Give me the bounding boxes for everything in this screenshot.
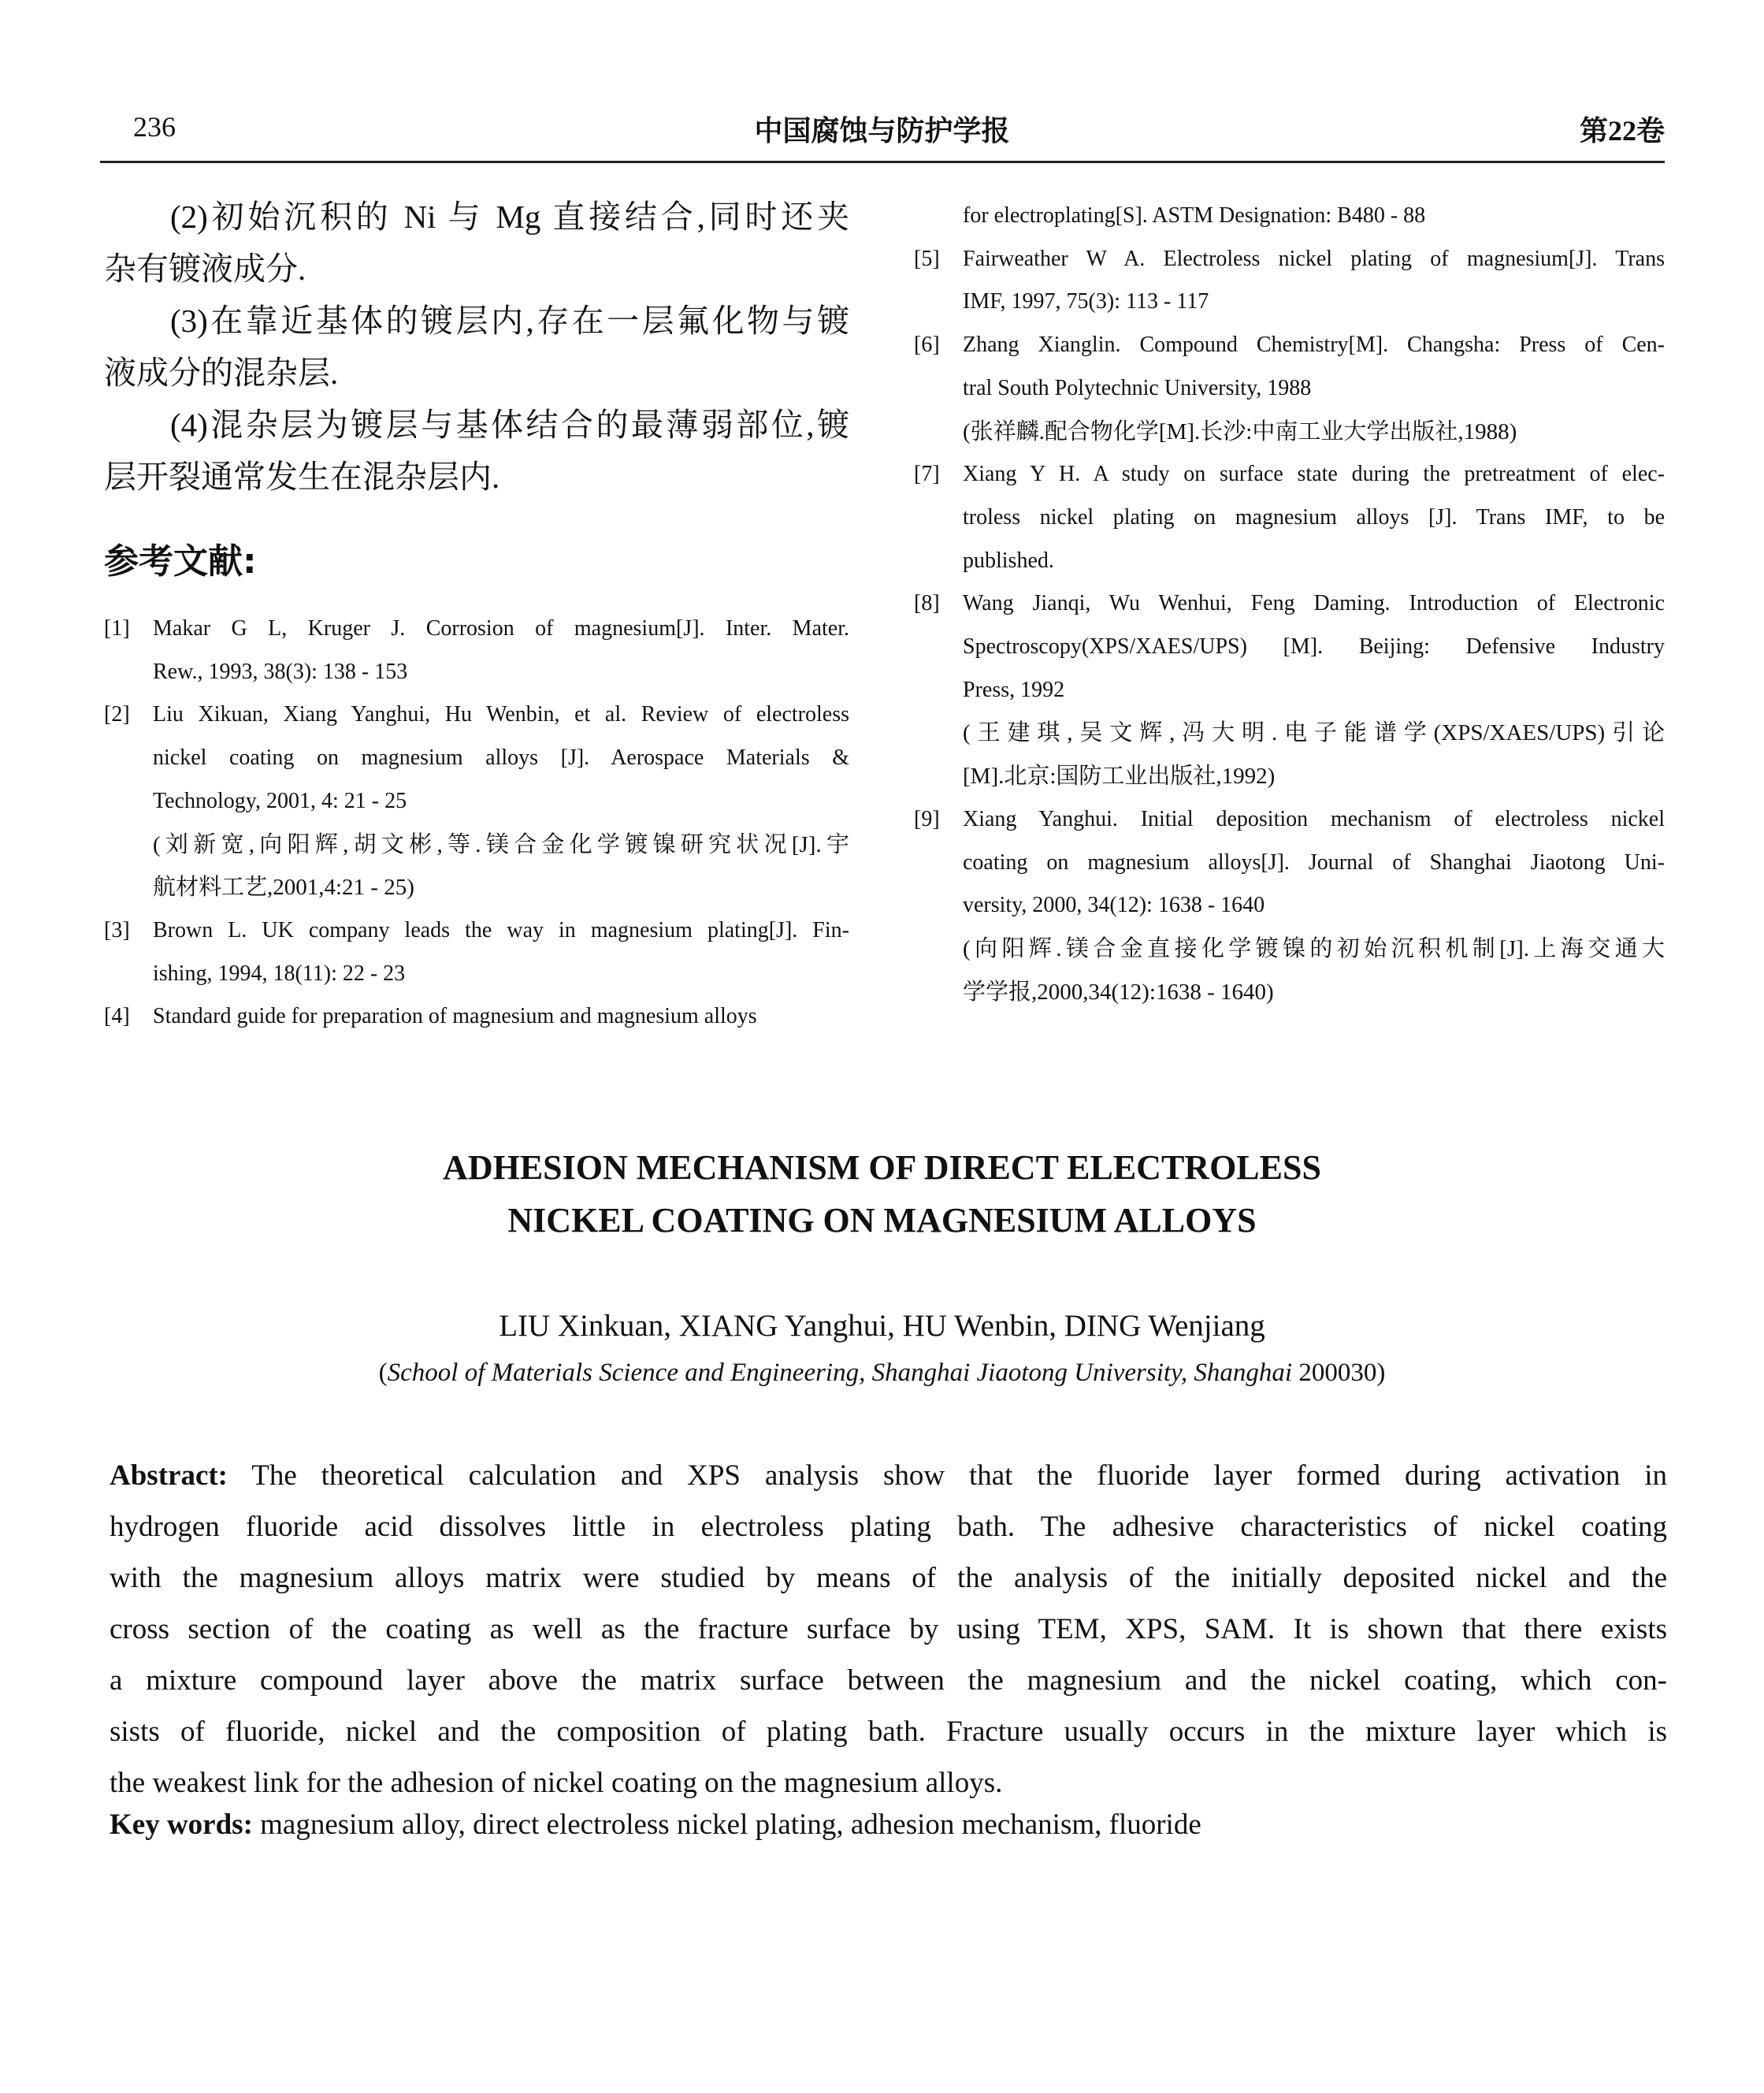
reference-line: tral South Polytechnic University, 1988 bbox=[963, 375, 1312, 400]
reference-number: [1] bbox=[104, 616, 130, 641]
reference-line: for electroplating[S]. ASTM Designation: B480 - 88 bbox=[963, 203, 1426, 228]
reference-line: (张祥麟.配合物化学[M].长沙:中南工业大学出版社,1988) bbox=[963, 418, 1517, 444]
reference-line: Brown L. UK company leads the way in magnesium plating[J]. Fin- bbox=[153, 917, 849, 942]
abstract-line bbox=[110, 1501, 1667, 1552]
header-rule bbox=[100, 161, 1665, 163]
conclusion-line: (2)初始沉积的 Ni 与 Mg 直接结合,同时还夹 bbox=[170, 199, 849, 235]
authors: LIU Xinkuan, XIANG Yanghui, HU Wenbin, DING Wenjiang bbox=[499, 1309, 1265, 1343]
reference-item bbox=[104, 608, 849, 693]
abstract-text: hydrogen fluoride acid dissolves little in electroless plating bath. The adhesive characteristics of nickel coating bbox=[110, 1511, 1667, 1543]
abstract-line bbox=[110, 1552, 1667, 1604]
reference-item bbox=[104, 909, 849, 995]
abstract-text: with the magnesium alloys matrix were studied by means of the analysis of the initially deposited nickel and the bbox=[110, 1562, 1667, 1594]
abstract-text: The theoretical calculation and XPS analysis show that the fluoride layer formed during activation in bbox=[228, 1459, 1667, 1492]
reference-line: Press, 1992 bbox=[963, 677, 1065, 702]
conclusion-line: (4)混杂层为镀层与基体结合的最薄弱部位,镀 bbox=[170, 407, 849, 443]
reference-number: [3] bbox=[104, 917, 130, 942]
keywords-label: Key words: bbox=[110, 1809, 253, 1841]
reference-line: (向阳辉.镁合金直接化学镀镍的初始沉积机制[J].上海交通大 bbox=[963, 935, 1665, 961]
conclusion-line: 杂有镀液成分. bbox=[104, 251, 306, 287]
volume-label: 第22卷 bbox=[1579, 115, 1665, 147]
keywords-text: magnesium alloy, direct electroless nickel plating, adhesion mechanism, fluoride bbox=[252, 1809, 1201, 1841]
abstract-line bbox=[110, 1706, 1667, 1757]
journal-title: 中国腐蚀与防护学报 bbox=[754, 115, 1010, 147]
reference-line: versity, 2000, 34(12): 1638 - 1640 bbox=[963, 893, 1265, 918]
reference-item bbox=[914, 453, 1665, 582]
reference-line: 航材料工艺,2001,4:21 - 25) bbox=[153, 875, 414, 901]
reference-line: Makar G L, Kruger J. Corrosion of magnesium[J]. Inter. Mater. bbox=[153, 616, 849, 641]
reference-line: Standard guide for preparation of magnesium and magnesium alloys bbox=[153, 1004, 757, 1029]
references-heading: 参考文献: bbox=[104, 541, 257, 582]
reference-line: nickel coating on magnesium alloys [J]. Aerospace Materials & bbox=[153, 745, 849, 771]
abstract bbox=[110, 1450, 1667, 1809]
reference-line: IMF, 1997, 75(3): 113 - 117 bbox=[963, 289, 1209, 314]
reference-line: Liu Xikuan, Xiang Yanghui, Hu Wenbin, et al. Review of electroless bbox=[153, 702, 849, 727]
conclusion-line: 液成分的混杂层. bbox=[104, 355, 339, 391]
reference-item bbox=[914, 324, 1665, 453]
reference-line: 学学报,2000,34(12):1638 - 1640) bbox=[963, 979, 1274, 1005]
reference-number: [4] bbox=[104, 1004, 130, 1029]
reference-item bbox=[914, 582, 1665, 798]
reference-line: Rew., 1993, 38(3): 138 - 153 bbox=[153, 659, 408, 684]
abstract-text: the weakest link for the adhesion of nickel coating on the magnesium alloys. bbox=[110, 1767, 1003, 1799]
abstract-label: Abstract: bbox=[110, 1459, 228, 1492]
reference-line: Fairweather W A. Electroless nickel plating of magnesium[J]. Trans bbox=[963, 246, 1665, 271]
reference-line: Wang Jianqi, Wu Wenhui, Feng Daming. Introduction of Electronic bbox=[963, 591, 1665, 616]
conclusion-line: (3)在靠近基体的镀层内,存在一层氟化物与镀 bbox=[170, 303, 849, 339]
reference-line: Zhang Xianglin. Compound Chemistry[M]. Changsha: Press of Cen- bbox=[963, 333, 1665, 358]
affiliation-zip: 200030) bbox=[1292, 1359, 1386, 1387]
abstract-text: sists of fluoride, nickel and the composition of plating bath. Fracture usually occurs in the mixture layer which is bbox=[110, 1716, 1667, 1748]
reference-number: [6] bbox=[914, 333, 940, 358]
reference-line: ishing, 1994, 18(11): 22 - 23 bbox=[153, 961, 406, 986]
affiliation bbox=[0, 1359, 1764, 1388]
affiliation-name: School of Materials Science and Engineering, Shanghai Jiaotong University, Shanghai bbox=[387, 1359, 1293, 1387]
title-line-1: ADHESION MECHANISM OF DIRECT ELECTROLESS bbox=[443, 1148, 1321, 1187]
reference-line: (刘新宽,向阳辉,胡文彬,等.镁合金化学镀镍研究状况[J].宇 bbox=[153, 831, 849, 857]
abstract-text: a mixture compound layer above the matrix surface between the magnesium and the nickel coating, which con- bbox=[110, 1664, 1667, 1697]
keywords bbox=[110, 1808, 1201, 1842]
reference-line: Technology, 2001, 4: 21 - 25 bbox=[153, 788, 407, 813]
conclusion-line: 层开裂通常发生在混杂层内. bbox=[104, 459, 500, 495]
reference-line: published. bbox=[963, 548, 1054, 573]
abstract-line bbox=[110, 1604, 1667, 1655]
reference-number: [9] bbox=[914, 806, 940, 831]
conclusions bbox=[104, 191, 849, 503]
abstract-line bbox=[110, 1757, 1667, 1809]
abstract-text: cross section of the coating as well as the fracture surface by using TEM, XPS, SAM. It is shown that there exists bbox=[110, 1613, 1667, 1645]
reference-line: [M].北京:国防工业出版社,1992) bbox=[963, 764, 1276, 790]
page-number: 236 bbox=[133, 111, 176, 143]
reference-line: coating on magnesium alloys[J]. Journal of Shanghai Jiaotong Uni- bbox=[963, 849, 1665, 875]
reference-item bbox=[914, 195, 1665, 238]
reference-line: Xiang Yanghui. Initial deposition mechanism of electroless nickel bbox=[963, 806, 1665, 831]
affiliation-open: ( bbox=[378, 1359, 388, 1387]
references-right-column bbox=[914, 195, 1665, 1013]
reference-number: [7] bbox=[914, 462, 940, 487]
references-left-column bbox=[104, 608, 849, 1039]
reference-line: Xiang Y H. A study on surface state during the pretreatment of elec- bbox=[963, 462, 1665, 487]
reference-item bbox=[104, 693, 849, 909]
reference-number: [8] bbox=[914, 591, 940, 616]
reference-item bbox=[914, 798, 1665, 1014]
reference-number: [5] bbox=[914, 246, 940, 271]
reference-number: [2] bbox=[104, 702, 130, 727]
reference-line: Spectroscopy(XPS/XAES/UPS) [M]. Beijing: Defensive Industry bbox=[963, 634, 1665, 660]
reference-line: troless nickel plating on magnesium alloys [J]. Trans IMF, to be bbox=[963, 504, 1665, 530]
abstract-line bbox=[110, 1450, 1667, 1501]
reference-line: (王建琪,吴文辉,冯大明.电子能谱学(XPS/XAES/UPS)引论 bbox=[963, 720, 1665, 746]
title-line-2: NICKEL COATING ON MAGNESIUM ALLOYS bbox=[507, 1201, 1257, 1240]
abstract-line bbox=[110, 1655, 1667, 1706]
reference-item bbox=[104, 995, 849, 1039]
reference-item bbox=[914, 238, 1665, 324]
